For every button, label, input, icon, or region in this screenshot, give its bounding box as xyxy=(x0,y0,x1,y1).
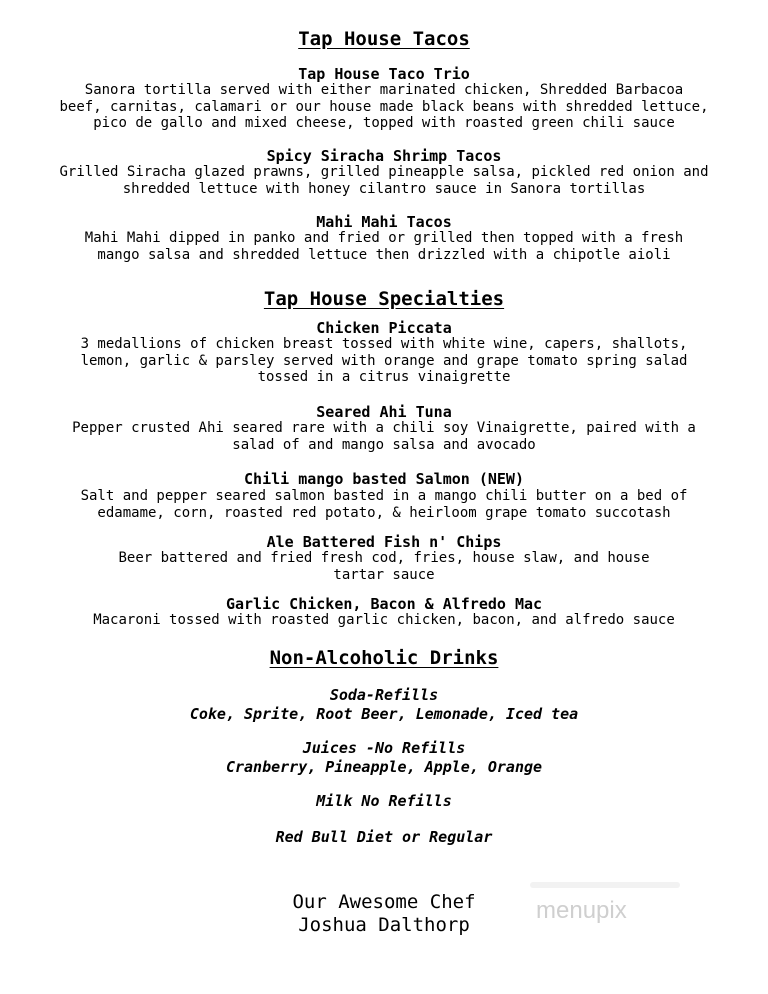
desc-line: Sanora tortilla served with either marinated chicken, Shredded Barbacoa xyxy=(84,82,684,98)
chef-credit-line-1: Our Awesome Chef xyxy=(292,891,476,913)
item-desc-mahi-tacos xyxy=(0,230,768,263)
desc-line: pico de gallo and mixed cheese, topped with roasted green chili sauce xyxy=(93,115,675,131)
desc-line: salad of and mango salsa and avocado xyxy=(232,436,536,453)
section-title-specialties: Tap House Specialties xyxy=(263,288,505,310)
desc-line: lemon, garlic & parsley served with orange and grape tomato spring salad xyxy=(80,352,688,369)
drink-label-soda: Soda-Refills xyxy=(329,686,439,704)
desc-line: beef, carnitas, calamari or our house made black beans with shredded lettuce, xyxy=(59,98,709,115)
item-desc-fish-chips xyxy=(0,550,768,583)
item-title-ahi-tuna: Seared Ahi Tuna xyxy=(316,403,452,421)
drink-label-milk: Milk No Refills xyxy=(316,792,452,810)
desc-line: Beer battered and fried fresh cod, fries, house slaw, and house xyxy=(118,550,650,566)
chef-credit-line-2: Joshua Dalthorp xyxy=(298,914,470,936)
drink-label-red-bull: Red Bull Diet or Regular xyxy=(275,828,493,846)
desc-line: tartar sauce xyxy=(333,566,435,583)
item-title-shrimp-tacos: Spicy Siracha Shrimp Tacos xyxy=(266,147,502,165)
item-desc-ahi-tuna xyxy=(0,420,768,453)
item-title-fish-chips: Ale Battered Fish n' Chips xyxy=(266,533,502,551)
item-desc-chicken-piccata xyxy=(0,336,768,386)
desc-line: Mahi Mahi dipped in panko and fried or grilled then topped with a fresh xyxy=(84,230,684,246)
item-desc-alfredo-mac xyxy=(0,612,768,629)
drink-items-soda: Coke, Sprite, Root Beer, Lemonade, Iced tea xyxy=(189,705,579,723)
item-desc-shrimp-tacos xyxy=(0,164,768,197)
desc-line: Salt and pepper seared salmon basted in a mango chili butter on a bed of xyxy=(80,488,688,504)
desc-line: tossed in a citrus vinaigrette xyxy=(257,369,511,385)
item-title-taco-trio: Tap House Taco Trio xyxy=(298,65,470,83)
desc-line: Macaroni tossed with roasted garlic chicken, bacon, and alfredo sauce xyxy=(93,612,675,628)
desc-line: Grilled Siracha glazed prawns, grilled pineapple salsa, pickled red onion and xyxy=(59,164,709,180)
watermark-line xyxy=(530,882,680,888)
item-title-alfredo-mac: Garlic Chicken, Bacon & Alfredo Mac xyxy=(225,595,543,613)
item-title-salmon: Chili mango basted Salmon (NEW) xyxy=(244,470,524,488)
drink-label-juices: Juices -No Refills xyxy=(302,739,466,757)
drink-items-juices: Cranberry, Pineapple, Apple, Orange xyxy=(225,758,543,776)
desc-line: 3 medallions of chicken breast tossed with white wine, capers, shallots, xyxy=(80,336,688,352)
item-desc-taco-trio xyxy=(0,82,768,132)
desc-line: mango salsa and shredded lettuce then drizzled with a chipotle aioli xyxy=(97,246,671,263)
item-desc-salmon xyxy=(0,488,768,521)
desc-line: edamame, corn, roasted red potato, & heirloom grape tomato succotash xyxy=(97,504,671,521)
watermark-logo: menupix xyxy=(536,897,627,924)
desc-line: shredded lettuce with honey cilantro sauce in Sanora tortillas xyxy=(122,180,646,197)
item-title-chicken-piccata: Chicken Piccata xyxy=(316,319,452,337)
section-title-tacos: Tap House Tacos xyxy=(298,28,470,50)
item-title-mahi-tacos: Mahi Mahi Tacos xyxy=(316,213,452,231)
section-title-drinks: Non-Alcoholic Drinks xyxy=(269,647,499,669)
desc-line: Pepper crusted Ahi seared rare with a chili soy Vinaigrette, paired with a xyxy=(72,420,696,436)
